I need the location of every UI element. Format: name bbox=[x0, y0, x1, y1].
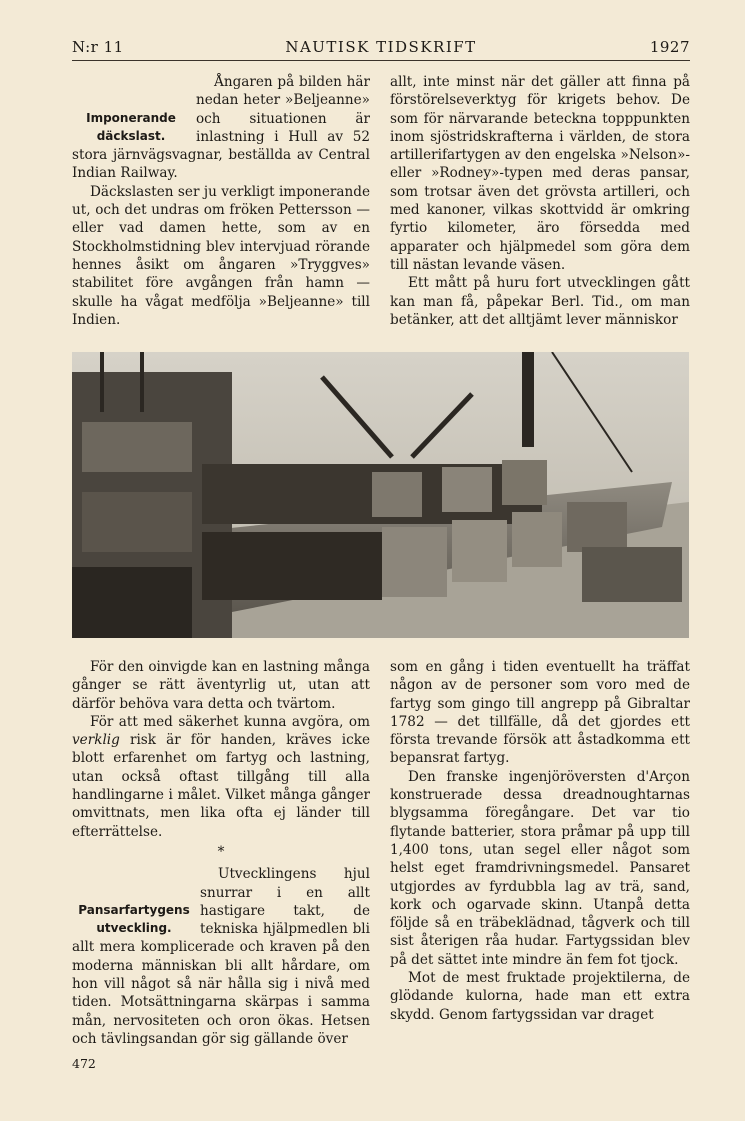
paragraph: Ångaren på bilden här nedan heter »Beljeanne» och situationen är inlastning i Hull av 52 stora järnvägsvagnar, beställda av Central Indian Railway. bbox=[72, 74, 370, 182]
article-continued-bottom bbox=[390, 658, 690, 1024]
wagon bbox=[567, 502, 627, 552]
paragraph: som en gång i tiden eventuellt ha träffat någon av de personer som voro med de fartyg som gingo till angrepp på Gibraltar 1782 — det tillfälle, då det gjordes ett första trevande försök att åstadkomma ett bepansrat fartyg. bbox=[390, 659, 690, 767]
header-rule bbox=[72, 60, 690, 61]
article-continued-top bbox=[390, 73, 690, 329]
paragraph: Däckslasten ser ju verkligt imponerande ut, och det undras om fröken Pettersson — eller vad damen hette, som av en Stockholmstidning blev intervjuad rörande hennes åsikt om ångaren »Tryggves» stabilitet före avgången från hamn — skulle ha vågat medfölja »Beljeanne» till Indien. bbox=[72, 183, 370, 328]
wagon bbox=[382, 527, 447, 597]
paragraph: Ett mått på huru fort utvecklingen gått kan man få, påpekar Berl. Tid., om man betänker, att det alltjämt lever människor bbox=[390, 275, 690, 328]
article-beljeanne bbox=[72, 73, 370, 329]
sidenote-pansarfartygens: Pansarfartygens utveckling. bbox=[78, 903, 190, 936]
journal-title: NAUTISK TIDSKRIFT bbox=[285, 38, 477, 56]
paragraph: Mot de mest fruktade projektilerna, de glödande kulorna, hade man ett extra skydd. Genom fartygssidan var draget bbox=[390, 970, 690, 1023]
running-header bbox=[72, 38, 690, 60]
paragraph: För den oinvigde kan en lastning många gånger se rätt äventyrlig ut, utan att därför behöva vara detta och tvärtom. bbox=[72, 659, 370, 712]
wagon bbox=[512, 512, 562, 567]
issue-number: N:r 11 bbox=[72, 38, 124, 56]
paragraph: Utvecklingens hjul snurrar i en allt hastigare takt, de tekniska hjälpmedlen bli allt mera komplicerade och kraven på den moderna människan bli allt hårdare, om hon vill något så när hålla sig i nivå med tiden. Motsättningarna skärpas i samma mån, nervositeten och oron ökas. Hetsen och tävlingsandan gör sig gällande över bbox=[72, 866, 370, 1047]
steamship-photo bbox=[72, 352, 689, 638]
section-separator: * bbox=[217, 843, 225, 860]
article-pansarfartyg bbox=[72, 658, 370, 1048]
wagon bbox=[452, 520, 507, 582]
year: 1927 bbox=[649, 38, 690, 56]
page-number: 472 bbox=[72, 1056, 96, 1071]
emphasis: verklig bbox=[72, 732, 120, 749]
wagon bbox=[582, 547, 682, 602]
paragraph: Den franske ingenjöröversten d'Arçon konstruerade dessa dreadnoughtarnas blygsamma föregångare. Det var tio flytande batterier, stora pråmar på upp till 1,400 tons, utan segel eller något som helst eget framdrivningsmedel. Pansaret utgjordes av fyrdubbla lag av trä, sand, kork och ogarvade skinn. Utanpå detta följde så en träbeklädnad, tågverk och till sist återigen råa hudar. Fartygssidan blev på det sättet inte mindre än fem fot tjock. bbox=[390, 768, 690, 968]
wagon bbox=[202, 532, 382, 600]
sidenote-imponerande: Imponerande däckslast. bbox=[86, 111, 176, 143]
paragraph: För att med säkerhet kunna avgöra, om verklig risk är för handen, kräves icke blott erfarenhet om fartyg och lastning, utan också oftast tillgång till alla handlingarne i målet. Vilket många gånger omvittnats, men lika ofta ej länder till efterrättelse. bbox=[72, 713, 370, 840]
ship-illustration bbox=[72, 352, 689, 638]
paragraph: allt, inte minst när det gäller att finna på förstörelseverktyg för krigets behov. De som för närvarande beteckna topppunkten inom sjöstridskrafterna i världen, de stora artillerifartygen av den engelska »Nelson»- eller »Rodney»-typen med deras pansar, som trotsar även det grövsta artilleri, och med kanoner, vilkas skottvidd är omkring fyrtio kilometer, äro försedda med apparater och hjälpmedel som göra dem till nästan levande väsen. bbox=[390, 74, 690, 273]
mast bbox=[522, 352, 534, 447]
